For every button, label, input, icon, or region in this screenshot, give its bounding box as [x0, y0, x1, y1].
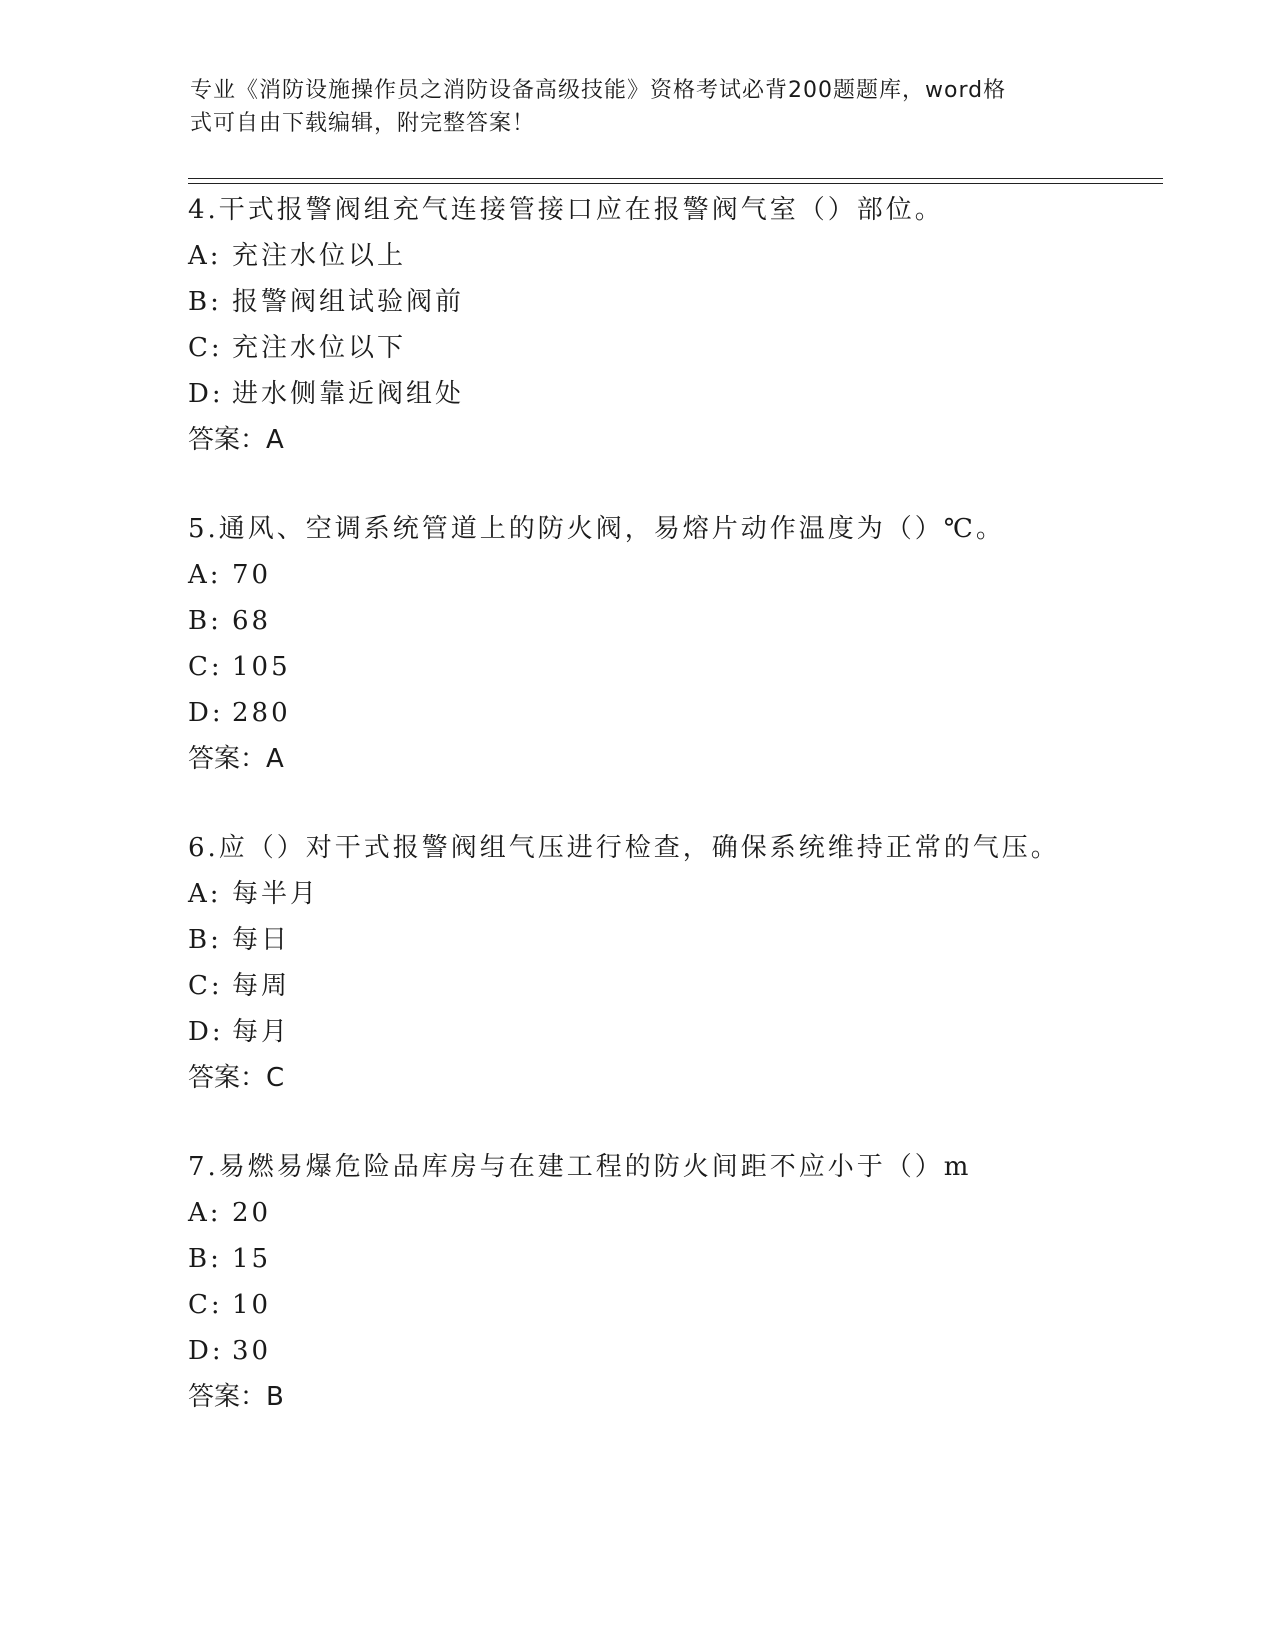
option-d: [188, 1009, 1148, 1055]
option-b: [188, 279, 1148, 325]
option-letter: A:: [188, 1198, 222, 1228]
option-b: [188, 917, 1148, 963]
option-letter: B:: [188, 287, 222, 317]
option-text: 280: [232, 698, 291, 728]
option-letter: D:: [188, 1336, 224, 1366]
option-d: [188, 1328, 1148, 1374]
option-text: 报警阀组试验阀前: [232, 287, 465, 317]
option-text: 105: [232, 652, 291, 682]
option-letter: D:: [188, 1017, 224, 1047]
option-letter: A:: [188, 241, 222, 271]
option-letter: C:: [188, 333, 223, 363]
option-letter: A:: [188, 560, 222, 590]
question-block-7: [188, 1144, 1148, 1420]
option-letter: C:: [188, 971, 223, 1001]
option-d: [188, 690, 1148, 736]
option-text: 每月: [232, 1017, 291, 1047]
option-text: 每周: [232, 971, 291, 1001]
option-a: [188, 871, 1148, 917]
option-d: [188, 371, 1148, 417]
option-text: 30: [232, 1336, 272, 1366]
option-letter: B:: [188, 606, 222, 636]
header-line-1: 专业《消防设施操作员之消防设备高级技能》资格考试必背200题题库，word格: [190, 78, 1007, 103]
option-letter: B:: [188, 925, 222, 955]
question-block-6: [188, 825, 1148, 1101]
document-header: [190, 74, 1070, 140]
answer-line: 答案：C: [188, 1063, 285, 1093]
option-a: [188, 552, 1148, 598]
option-c: [188, 963, 1148, 1009]
option-text: 每日: [232, 925, 291, 955]
option-letter: C:: [188, 1290, 223, 1320]
option-text: 每半月: [232, 879, 320, 909]
option-a: [188, 233, 1148, 279]
option-c: [188, 1282, 1148, 1328]
question-block-4: [188, 187, 1148, 463]
header-line-2: 式可自由下载编辑，附完整答案！: [190, 111, 536, 136]
option-letter: C:: [188, 652, 223, 682]
answer-line: 答案：B: [188, 1382, 284, 1412]
option-letter: D:: [188, 379, 224, 409]
option-text: 20: [232, 1198, 272, 1228]
option-text: 充注水位以上: [232, 241, 407, 271]
option-text: 68: [232, 606, 272, 636]
answer-line: 答案：A: [188, 425, 284, 455]
header-divider-top: [188, 178, 1163, 179]
option-letter: B:: [188, 1244, 222, 1274]
question-stem: 5.通风、空调系统管道上的防火阀，易熔片动作温度为（）℃。: [188, 514, 1005, 544]
question-stem: 7.易燃易爆危险品库房与在建工程的防火间距不应小于（）m: [188, 1152, 972, 1182]
option-text: 充注水位以下: [232, 333, 407, 363]
option-b: [188, 1236, 1148, 1282]
option-text: 15: [232, 1244, 272, 1274]
option-text: 70: [232, 560, 272, 590]
question-stem: 4.干式报警阀组充气连接管接口应在报警阀气室（）部位。: [188, 195, 944, 225]
option-c: [188, 325, 1148, 371]
option-letter: A:: [188, 879, 222, 909]
option-b: [188, 598, 1148, 644]
header-divider-bottom: [188, 183, 1163, 184]
option-text: 10: [232, 1290, 272, 1320]
question-block-5: [188, 506, 1148, 782]
option-a: [188, 1190, 1148, 1236]
answer-line: 答案：A: [188, 744, 284, 774]
option-text: 进水侧靠近阀组处: [232, 379, 465, 409]
question-stem: 6.应（）对干式报警阀组气压进行检查，确保系统维持正常的气压。: [188, 833, 1060, 863]
option-c: [188, 644, 1148, 690]
option-letter: D:: [188, 698, 224, 728]
